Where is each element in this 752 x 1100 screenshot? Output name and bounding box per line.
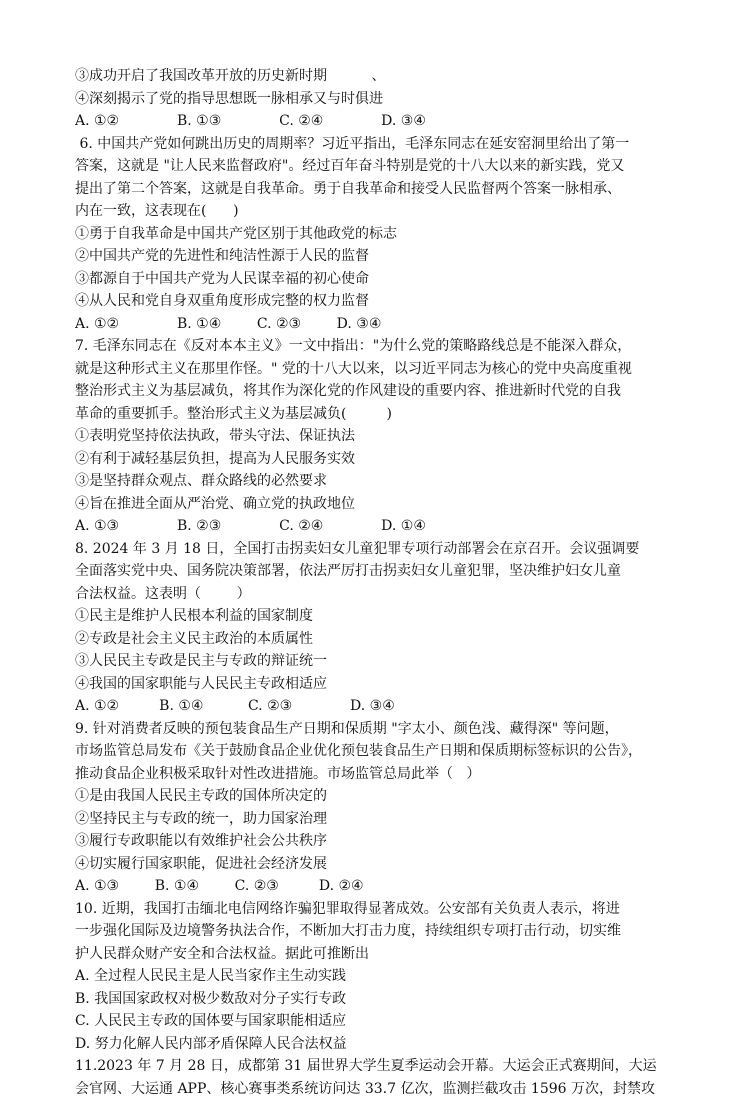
- question-9-text: 9. 针对消费者反映的预包装食品生产日期和保质期 "字太小、颜色浅、藏得深" 等问题，: [75, 718, 685, 741]
- option-line: ③履行专政职能以有效维护社会公共秩序: [75, 830, 685, 853]
- answer-choices: A. ①② B. ①④ C. ②③ D. ③④: [75, 695, 685, 718]
- question-6-text: 6. 中国共产党如何跳出历史的周期率？习近平指出，毛泽东同志在延安窑洞里给出了第一: [75, 133, 685, 156]
- option-line: ④我国的国家职能与人民民主专政相适应: [75, 673, 685, 696]
- answer-choices: A. ①③ B. ②③ C. ②④ D. ①④: [75, 515, 685, 538]
- question-7-text: 整治形式主义为基层减负，将其作为深化党的作风建设的重要内容、推进新时代党的自我: [75, 380, 685, 403]
- answer-choices: A. ①③ B. ①④ C. ②③ D. ②④: [75, 875, 685, 898]
- answer-choice-b: B. 我国国家政权对极少数敌对分子实行专政: [75, 988, 685, 1011]
- question-6-text: 提出了第二个答案，这就是自我革命。勇于自我革命和接受人民监督两个答案一脉相承、: [75, 178, 685, 201]
- question-7-text: 就是这种形式主义在那里作怪。" 党的十八大以来，以习近平同志为核心的党中央高度重视: [75, 358, 685, 381]
- question-6-text: 答案，这就是 "让人民来监督政府"。经过百年奋斗特别是党的十八大以来的新实践，党又: [75, 155, 685, 178]
- option-line: ②专政是社会主义民主政治的本质属性: [75, 628, 685, 651]
- answer-choice-d: D. 努力化解人民内部矛盾保障人民合法权益: [75, 1033, 685, 1056]
- option-line: ②坚持民主与专政的统一，助力国家治理: [75, 808, 685, 831]
- exam-page: [75, 65, 685, 1100]
- option-line: ①勇于自我革命是中国共产党区别于其他政党的标志: [75, 223, 685, 246]
- option-line: ④从人民和党自身双重角度形成完整的权力监督: [75, 290, 685, 313]
- option-line: ②中国共产党的先进性和纯洁性源于人民的监督: [75, 245, 685, 268]
- question-11-text: 会官网、大运通 APP、核心赛事类系统访问达 33.7 亿次，监测拦截攻击 1596 万次，封禁攻: [75, 1078, 685, 1100]
- option-line: ①民主是维护人民根本利益的国家制度: [75, 605, 685, 628]
- option-line: ③成功开启了我国改革开放的历史新时期 、: [75, 65, 685, 88]
- option-line: ①表明党坚持依法执政，带头守法、保证执法: [75, 425, 685, 448]
- option-line: ④深刻揭示了党的指导思想既一脉相承又与时俱进: [75, 88, 685, 111]
- option-line: ③人民民主专政是民主与专政的辩证统一: [75, 650, 685, 673]
- question-10-text: 护人民群众财产安全和合法权益。据此可推断出: [75, 943, 685, 966]
- question-10-text: 一步强化国际及边境警务执法合作，不断加大打击力度，持续组织专项打击行动，切实维: [75, 920, 685, 943]
- question-10-text: 10. 近期，我国打击缅北电信网络诈骗犯罪取得显著成效。公安部有关负责人表示，将进: [75, 898, 685, 921]
- option-line: ④切实履行国家职能，促进社会经济发展: [75, 853, 685, 876]
- answer-choice-c: C. 人民民主专政的国体要与国家职能相适应: [75, 1010, 685, 1033]
- question-8-text: 合法权益。这表明（ ）: [75, 583, 685, 606]
- option-line: ③都源自于中国共产党为人民谋幸福的初心使命: [75, 268, 685, 291]
- question-11-text: 11.2023 年 7 月 28 日，成都第 31 届世界大学生夏季运动会开幕。大运会正式赛期间，大运: [75, 1055, 685, 1078]
- answer-choices: A. ①② B. ①③ C. ②④ D. ③④: [75, 110, 685, 133]
- question-7-text: 7. 毛泽东同志在《反对本本主义》一文中指出："为什么党的策略路线总是不能深入群众，: [75, 335, 685, 358]
- question-9-text: 市场监管总局发布《关于鼓励食品企业优化预包装食品生产日期和保质期标签标识的公告》，: [75, 740, 685, 763]
- option-line: ②有利于减轻基层负担，提高为人民服务实效: [75, 448, 685, 471]
- question-7-text: 革命的重要抓手。整治形式主义为基层减负( ): [75, 403, 685, 426]
- question-6-text: 内在一致，这表现在( ): [75, 200, 685, 223]
- question-9-text: 推动食品企业积极采取针对性改进措施。市场监管总局此举（ ）: [75, 763, 685, 786]
- question-8-text: 8. 2024 年 3 月 18 日，全国打击拐卖妇女儿童犯罪专项行动部署会在京召开。会议强调要: [75, 538, 685, 561]
- question-8-text: 全面落实党中央、国务院决策部署，依法严厉打击拐卖妇女儿童犯罪，坚决维护妇女儿童: [75, 560, 685, 583]
- option-line: ④旨在推进全面从严治党、确立党的执政地位: [75, 493, 685, 516]
- answer-choice-a: A. 全过程人民民主是人民当家作主生动实践: [75, 965, 685, 988]
- answer-choices: A. ①② B. ①④ C. ②③ D. ③④: [75, 313, 685, 336]
- option-line: ③是坚持群众观点、群众路线的必然要求: [75, 470, 685, 493]
- option-line: ①是由我国人民民主专政的国体所决定的: [75, 785, 685, 808]
